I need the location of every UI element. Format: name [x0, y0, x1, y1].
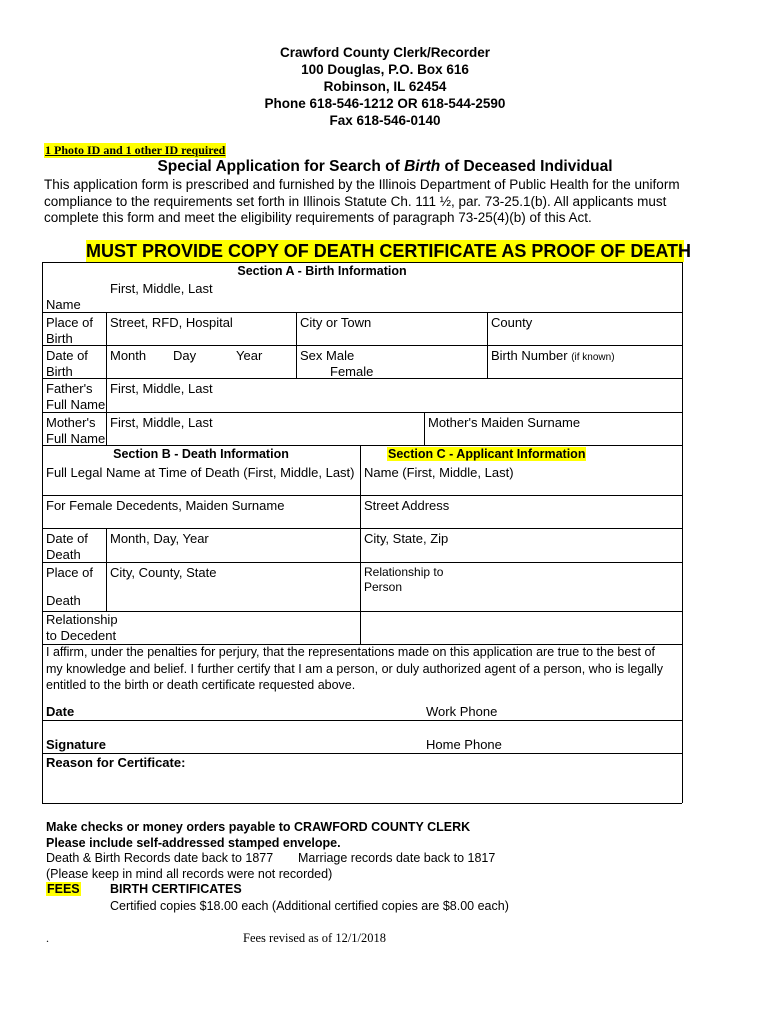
records-disclaimer: (Please keep in mind all records were not recorded) [46, 867, 333, 881]
date-of-birth-label: Date of Birth [46, 348, 88, 379]
home-phone-label: Home Phone [426, 737, 502, 752]
place-of-death-label: Place of Death [46, 565, 93, 608]
place-of-birth-label: Place of Birth [46, 315, 93, 346]
office-address-2: Robinson, IL 62454 [323, 79, 447, 94]
fees-revised-date: Fees revised as of 12/1/2018 [243, 931, 387, 945]
certified-copy-fees: Certified copies $18.00 each (Additional certified copies are $8.00 each) [110, 899, 509, 913]
work-phone-label: Work Phone [426, 704, 498, 719]
footer-dot: . [46, 931, 49, 945]
date-of-death-field[interactable]: Month, Day, Year [110, 531, 209, 546]
date-of-death-label: Date of Death [46, 531, 88, 562]
date-label: Date [46, 704, 75, 719]
birth-number-field[interactable]: Birth Number (if known) [491, 348, 615, 363]
section-a-heading: Section A - Birth Information [237, 264, 407, 278]
applicant-street-field[interactable]: Street Address [364, 498, 450, 513]
section-b-heading: Section B - Death Information [113, 447, 289, 461]
birth-certificates-heading: BIRTH CERTIFICATES [110, 882, 242, 896]
street-field[interactable]: Street, RFD, Hospital [110, 315, 233, 330]
mother-maiden-field[interactable]: Mother's Maiden Surname [428, 415, 581, 430]
office-fax: Fax 618-546-0140 [329, 113, 441, 128]
mother-name-field[interactable]: First, Middle, Last [110, 415, 213, 430]
death-birth-records-note: Death & Birth Records date back to 1877 [46, 851, 274, 865]
fees-label: FEES [47, 882, 80, 896]
county-field[interactable]: County [491, 315, 533, 330]
applicant-name-field[interactable]: Name (First, Middle, Last) [364, 465, 514, 480]
relationship-to-decedent-label: Relationship to Decedent [46, 612, 118, 643]
sex-male-option[interactable]: Sex Male [300, 348, 355, 363]
envelope-instructions: Please include self-addressed stamped envelope. [46, 836, 341, 850]
payment-instructions: Make checks or money orders payable to CRAWFORD COUNTY CLERK [46, 820, 471, 834]
proof-of-death-banner: MUST PROVIDE COPY OF DEATH CERTIFICATE AS PROOF OF DEATH [86, 241, 692, 261]
section-c-heading: Section C - Applicant Information [388, 447, 586, 461]
intro-text: This application form is prescribed and furnished by the Illinois Department of Public Health for the uniform compliance to the requirements set forth in Illinois Statute Ch. 111 ½, par. 73-25.1(b). All applicants must complete this form and meet the eligibility requirements of paragraph 73-25(4)(b) of this Act. [44, 177, 680, 225]
sex-female-option[interactable]: Female [330, 364, 374, 379]
office-address-1: 100 Douglas, P.O. Box 616 [301, 62, 469, 77]
applicant-city-field[interactable]: City, State, Zip [364, 531, 449, 546]
birth-day-field[interactable]: Day [173, 348, 197, 363]
marriage-records-note: Marriage records date back to 1817 [298, 851, 496, 865]
office-phone: Phone 618-546-1212 OR 618-544-2590 [264, 96, 506, 111]
office-name: Crawford County Clerk/Recorder [279, 45, 491, 60]
applicant-relationship-field[interactable]: Relationship to Person [364, 565, 444, 594]
affirmation-text: I affirm, under the penalties for perjury, that the representations made on this application are true to the best of my knowledge and belief. I further certify that I am a person, or duly authorized agent of a person, who is legally entitled to the birth or death certificate requested above. [46, 645, 664, 692]
city-field[interactable]: City or Town [300, 315, 372, 330]
mother-label: Mother's Full Name [46, 415, 106, 446]
father-name-field[interactable]: First, Middle, Last [110, 381, 213, 396]
reason-label: Reason for Certificate: [46, 755, 186, 770]
name-format-hint: First, Middle, Last [110, 281, 213, 296]
legal-name-field[interactable]: Full Legal Name at Time of Death (First, Middle, Last) [46, 465, 355, 480]
signature-label: Signature [46, 737, 106, 752]
father-label: Father's Full Name [46, 381, 106, 412]
birth-year-field[interactable]: Year [236, 348, 263, 363]
place-of-death-field[interactable]: City, County, State [110, 565, 217, 580]
form-title: Special Application for Search of Birth of Deceased Individual [157, 158, 613, 175]
id-notice: 1 Photo ID and 1 other ID required [45, 143, 226, 157]
name-label: Name [46, 297, 81, 312]
maiden-surname-field[interactable]: For Female Decedents, Maiden Surname [46, 498, 285, 513]
birth-month-field[interactable]: Month [110, 348, 147, 363]
